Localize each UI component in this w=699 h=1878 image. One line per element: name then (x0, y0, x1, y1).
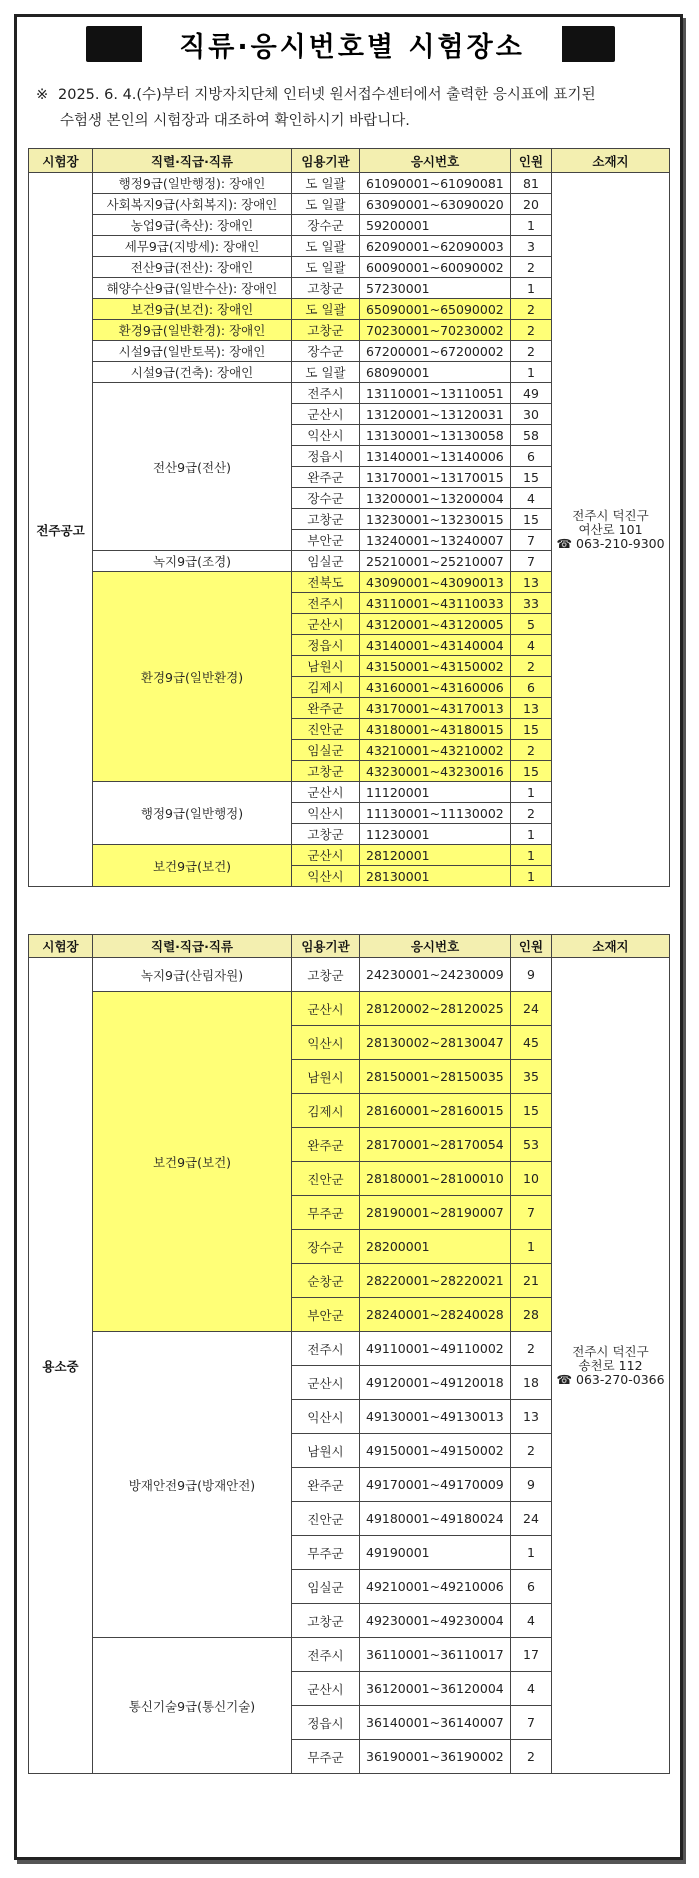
exam-number-cell: 49110001~49110002 (360, 1332, 511, 1366)
exam-number-cell: 57230001 (360, 278, 511, 299)
agency-cell: 군산시 (292, 992, 360, 1026)
agency-cell: 진안군 (292, 1502, 360, 1536)
agency-cell: 도 일괄 (292, 194, 360, 215)
agency-cell: 전북도 (292, 572, 360, 593)
agency-cell: 임실군 (292, 740, 360, 761)
exam-number-cell: 43140001~43140004 (360, 635, 511, 656)
count-cell: 2 (511, 1332, 552, 1366)
count-cell: 13 (511, 1400, 552, 1434)
count-cell: 3 (511, 236, 552, 257)
exam-number-cell: 70230001~70230002 (360, 320, 511, 341)
position-cell: 해양수산9급(일반수산): 장애인 (93, 278, 292, 299)
agency-cell: 김제시 (292, 677, 360, 698)
agency-cell: 순창군 (292, 1264, 360, 1298)
agency-cell: 고창군 (292, 320, 360, 341)
exam-number-cell: 28180001~28100010 (360, 1162, 511, 1196)
site-location (552, 173, 670, 887)
count-cell: 6 (511, 1570, 552, 1604)
agency-cell: 군산시 (292, 782, 360, 803)
exam-number-cell: 36110001~36110017 (360, 1638, 511, 1672)
count-cell: 13 (511, 698, 552, 719)
header-exam-number: 응시번호 (360, 149, 511, 173)
location-road: 여산로 101 (578, 521, 643, 537)
agency-cell: 부안군 (292, 1298, 360, 1332)
count-cell: 2 (511, 740, 552, 761)
count-cell: 2 (511, 257, 552, 278)
agency-cell: 장수군 (292, 1230, 360, 1264)
header-agency: 임용기관 (292, 935, 360, 958)
count-cell: 49 (511, 383, 552, 404)
count-cell: 1 (511, 278, 552, 299)
count-cell: 24 (511, 992, 552, 1026)
count-cell: 4 (511, 488, 552, 509)
count-cell: 21 (511, 1264, 552, 1298)
agency-cell: 진안군 (292, 719, 360, 740)
position-cell: 보건9급(보건): 장애인 (93, 299, 292, 320)
count-cell: 4 (511, 1604, 552, 1638)
exam-number-cell: 43110001~43110033 (360, 593, 511, 614)
site-name: 전주공고 (29, 173, 93, 887)
agency-cell: 도 일괄 (292, 257, 360, 278)
exam-number-cell: 59200001 (360, 215, 511, 236)
notice-line2: 수험생 본인의 시험장과 대조하여 확인하시기 바랍니다. (60, 113, 410, 129)
header-location: 소재지 (552, 935, 670, 958)
exam-number-cell: 43230001~43230016 (360, 761, 511, 782)
table-row (29, 173, 670, 194)
agency-cell: 군산시 (292, 1672, 360, 1706)
position-cell: 행정9급(일반행정): 장애인 (93, 173, 292, 194)
exam-number-cell: 43090001~43090013 (360, 572, 511, 593)
exam-number-cell: 11120001 (360, 782, 511, 803)
exam-number-cell: 24230001~24230009 (360, 958, 511, 992)
location-district: 전주시 덕진구 (572, 507, 649, 523)
count-cell: 18 (511, 1366, 552, 1400)
exam-number-cell: 63090001~63090020 (360, 194, 511, 215)
exam-number-cell: 49230001~49230004 (360, 1604, 511, 1638)
notice (36, 82, 676, 134)
count-cell: 7 (511, 551, 552, 572)
count-cell: 4 (511, 635, 552, 656)
location-phone: ☎ 063-210-9300 (556, 535, 665, 551)
count-cell: 45 (511, 1026, 552, 1060)
exam-number-cell: 28120002~28120025 (360, 992, 511, 1026)
count-cell: 5 (511, 614, 552, 635)
count-cell: 1 (511, 1230, 552, 1264)
exam-number-cell: 65090001~65090002 (360, 299, 511, 320)
count-cell: 1 (511, 215, 552, 236)
count-cell: 1 (511, 866, 552, 887)
agency-cell: 완주군 (292, 1468, 360, 1502)
exam-number-cell: 28130002~28130047 (360, 1026, 511, 1060)
position-cell: 전산9급(전산) (93, 383, 292, 551)
count-cell: 1 (511, 1536, 552, 1570)
count-cell: 35 (511, 1060, 552, 1094)
agency-cell: 장수군 (292, 341, 360, 362)
agency-cell: 전주시 (292, 593, 360, 614)
agency-cell: 익산시 (292, 1026, 360, 1060)
count-cell: 1 (511, 362, 552, 383)
exam-number-cell: 13110001~13110051 (360, 383, 511, 404)
count-cell: 53 (511, 1128, 552, 1162)
page-title: 직류·응시번호별 시험장소 (140, 26, 564, 62)
exam-number-cell: 68090001 (360, 362, 511, 383)
agency-cell: 무주군 (292, 1536, 360, 1570)
agency-cell: 군산시 (292, 1366, 360, 1400)
exam-number-cell: 43150001~43150002 (360, 656, 511, 677)
agency-cell: 고창군 (292, 761, 360, 782)
count-cell: 30 (511, 404, 552, 425)
position-cell: 녹지9급(조경) (93, 551, 292, 572)
position-cell: 전산9급(전산): 장애인 (93, 257, 292, 278)
exam-number-cell: 11130001~11130002 (360, 803, 511, 824)
header-site: 시험장 (29, 149, 93, 173)
agency-cell: 완주군 (292, 698, 360, 719)
agency-cell: 고창군 (292, 509, 360, 530)
exam-number-cell: 13240001~13240007 (360, 530, 511, 551)
table-header-row (29, 149, 670, 173)
agency-cell: 장수군 (292, 215, 360, 236)
position-cell: 시설9급(건축): 장애인 (93, 362, 292, 383)
exam-number-cell: 60090001~60090002 (360, 257, 511, 278)
agency-cell: 전주시 (292, 1332, 360, 1366)
exam-number-cell: 13140001~13140006 (360, 446, 511, 467)
header-exam-number: 응시번호 (360, 935, 511, 958)
position-cell: 사회복지9급(사회복지): 장애인 (93, 194, 292, 215)
count-cell: 2 (511, 320, 552, 341)
table-header-row (29, 935, 670, 958)
agency-cell: 완주군 (292, 1128, 360, 1162)
agency-cell: 정읍시 (292, 446, 360, 467)
count-cell: 6 (511, 446, 552, 467)
agency-cell: 고창군 (292, 278, 360, 299)
count-cell: 15 (511, 467, 552, 488)
exam-number-cell: 49150001~49150002 (360, 1434, 511, 1468)
exam-number-cell: 43210001~43210002 (360, 740, 511, 761)
exam-number-cell: 49210001~49210006 (360, 1570, 511, 1604)
exam-number-cell: 43180001~43180015 (360, 719, 511, 740)
exam-number-cell: 28160001~28160015 (360, 1094, 511, 1128)
exam-number-cell: 49130001~49130013 (360, 1400, 511, 1434)
position-cell: 시설9급(일반토목): 장애인 (93, 341, 292, 362)
exam-number-cell: 61090001~61090081 (360, 173, 511, 194)
exam-number-cell: 28120001 (360, 845, 511, 866)
count-cell: 28 (511, 1298, 552, 1332)
count-cell: 17 (511, 1638, 552, 1672)
agency-cell: 군산시 (292, 614, 360, 635)
count-cell: 9 (511, 958, 552, 992)
agency-cell: 남원시 (292, 656, 360, 677)
position-cell: 통신기술9급(통신기술) (93, 1638, 292, 1774)
agency-cell: 남원시 (292, 1060, 360, 1094)
exam-number-cell: 43120001~43120005 (360, 614, 511, 635)
count-cell: 2 (511, 1434, 552, 1468)
count-cell: 13 (511, 572, 552, 593)
count-cell: 81 (511, 173, 552, 194)
agency-cell: 무주군 (292, 1740, 360, 1774)
exam-number-cell: 13200001~13200004 (360, 488, 511, 509)
agency-cell: 고창군 (292, 824, 360, 845)
exam-site-table-1 (28, 148, 670, 887)
agency-cell: 남원시 (292, 1434, 360, 1468)
header-count: 인원 (511, 149, 552, 173)
agency-cell: 진안군 (292, 1162, 360, 1196)
count-cell: 2 (511, 803, 552, 824)
count-cell: 24 (511, 1502, 552, 1536)
agency-cell: 임실군 (292, 1570, 360, 1604)
agency-cell: 익산시 (292, 1400, 360, 1434)
header-count: 인원 (511, 935, 552, 958)
agency-cell: 김제시 (292, 1094, 360, 1128)
header-position: 직렬·직급·직류 (93, 149, 292, 173)
exam-number-cell: 49180001~49180024 (360, 1502, 511, 1536)
position-cell: 녹지9급(산림자원) (93, 958, 292, 992)
position-cell: 농업9급(축산): 장애인 (93, 215, 292, 236)
exam-number-cell: 28170001~28170054 (360, 1128, 511, 1162)
header-site: 시험장 (29, 935, 93, 958)
agency-cell: 임실군 (292, 551, 360, 572)
count-cell: 1 (511, 782, 552, 803)
count-cell: 10 (511, 1162, 552, 1196)
agency-cell: 군산시 (292, 404, 360, 425)
count-cell: 2 (511, 341, 552, 362)
exam-site-table-2 (28, 934, 670, 1774)
count-cell: 6 (511, 677, 552, 698)
count-cell: 1 (511, 824, 552, 845)
exam-number-cell: 49190001 (360, 1536, 511, 1570)
agency-cell: 고창군 (292, 958, 360, 992)
count-cell: 58 (511, 425, 552, 446)
exam-number-cell: 43160001~43160006 (360, 677, 511, 698)
count-cell: 7 (511, 1706, 552, 1740)
agency-cell: 고창군 (292, 1604, 360, 1638)
position-cell: 보건9급(보건) (93, 845, 292, 887)
position-cell: 환경9급(일반환경): 장애인 (93, 320, 292, 341)
agency-cell: 정읍시 (292, 635, 360, 656)
exam-number-cell: 36190001~36190002 (360, 1740, 511, 1774)
count-cell: 1 (511, 845, 552, 866)
exam-number-cell: 36140001~36140007 (360, 1706, 511, 1740)
header-position: 직렬·직급·직류 (93, 935, 292, 958)
agency-cell: 도 일괄 (292, 362, 360, 383)
count-cell: 2 (511, 656, 552, 677)
count-cell: 20 (511, 194, 552, 215)
position-cell: 환경9급(일반환경) (93, 572, 292, 782)
exam-number-cell: 36120001~36120004 (360, 1672, 511, 1706)
count-cell: 7 (511, 1196, 552, 1230)
agency-cell: 무주군 (292, 1196, 360, 1230)
notice-line1: 2025. 6. 4.(수)부터 지방자치단체 인터넷 원서접수센터에서 출력한 응시표에 표기된 (58, 87, 596, 103)
position-cell: 보건9급(보건) (93, 992, 292, 1332)
agency-cell: 도 일괄 (292, 236, 360, 257)
exam-number-cell: 28220001~28220021 (360, 1264, 511, 1298)
agency-cell: 도 일괄 (292, 173, 360, 194)
count-cell: 2 (511, 299, 552, 320)
location-phone: ☎ 063-270-0366 (556, 1371, 665, 1387)
agency-cell: 전주시 (292, 383, 360, 404)
exam-number-cell: 28150001~28150035 (360, 1060, 511, 1094)
count-cell: 9 (511, 1468, 552, 1502)
count-cell: 15 (511, 719, 552, 740)
exam-number-cell: 28240001~28240028 (360, 1298, 511, 1332)
count-cell: 15 (511, 509, 552, 530)
exam-number-cell: 28200001 (360, 1230, 511, 1264)
agency-cell: 익산시 (292, 425, 360, 446)
exam-number-cell: 67200001~67200002 (360, 341, 511, 362)
exam-number-cell: 13130001~13130058 (360, 425, 511, 446)
exam-number-cell: 62090001~62090003 (360, 236, 511, 257)
exam-number-cell: 13230001~13230015 (360, 509, 511, 530)
exam-number-cell: 13120001~13120031 (360, 404, 511, 425)
table-row (29, 958, 670, 992)
agency-cell: 익산시 (292, 866, 360, 887)
position-cell: 행정9급(일반행정) (93, 782, 292, 845)
exam-number-cell: 25210001~25210007 (360, 551, 511, 572)
site-location (552, 958, 670, 1774)
count-cell: 7 (511, 530, 552, 551)
location-road: 송천로 112 (578, 1357, 643, 1373)
notice-mark: ※ (36, 87, 49, 103)
exam-number-cell: 28190001~28190007 (360, 1196, 511, 1230)
header-location: 소재지 (552, 149, 670, 173)
site-name: 용소중 (29, 958, 93, 1774)
agency-cell: 부안군 (292, 530, 360, 551)
exam-number-cell: 11230001 (360, 824, 511, 845)
agency-cell: 완주군 (292, 467, 360, 488)
header-agency: 임용기관 (292, 149, 360, 173)
count-cell: 4 (511, 1672, 552, 1706)
agency-cell: 익산시 (292, 803, 360, 824)
agency-cell: 군산시 (292, 845, 360, 866)
count-cell: 15 (511, 1094, 552, 1128)
position-cell: 세무9급(지방세): 장애인 (93, 236, 292, 257)
count-cell: 2 (511, 1740, 552, 1774)
count-cell: 33 (511, 593, 552, 614)
exam-number-cell: 49170001~49170009 (360, 1468, 511, 1502)
count-cell: 15 (511, 761, 552, 782)
agency-cell: 장수군 (292, 488, 360, 509)
agency-cell: 전주시 (292, 1638, 360, 1672)
agency-cell: 도 일괄 (292, 299, 360, 320)
exam-number-cell: 13170001~13170015 (360, 467, 511, 488)
exam-number-cell: 43170001~43170013 (360, 698, 511, 719)
agency-cell: 정읍시 (292, 1706, 360, 1740)
location-district: 전주시 덕진구 (572, 1343, 649, 1359)
exam-number-cell: 49120001~49120018 (360, 1366, 511, 1400)
exam-number-cell: 28130001 (360, 866, 511, 887)
position-cell: 방재안전9급(방재안전) (93, 1332, 292, 1638)
